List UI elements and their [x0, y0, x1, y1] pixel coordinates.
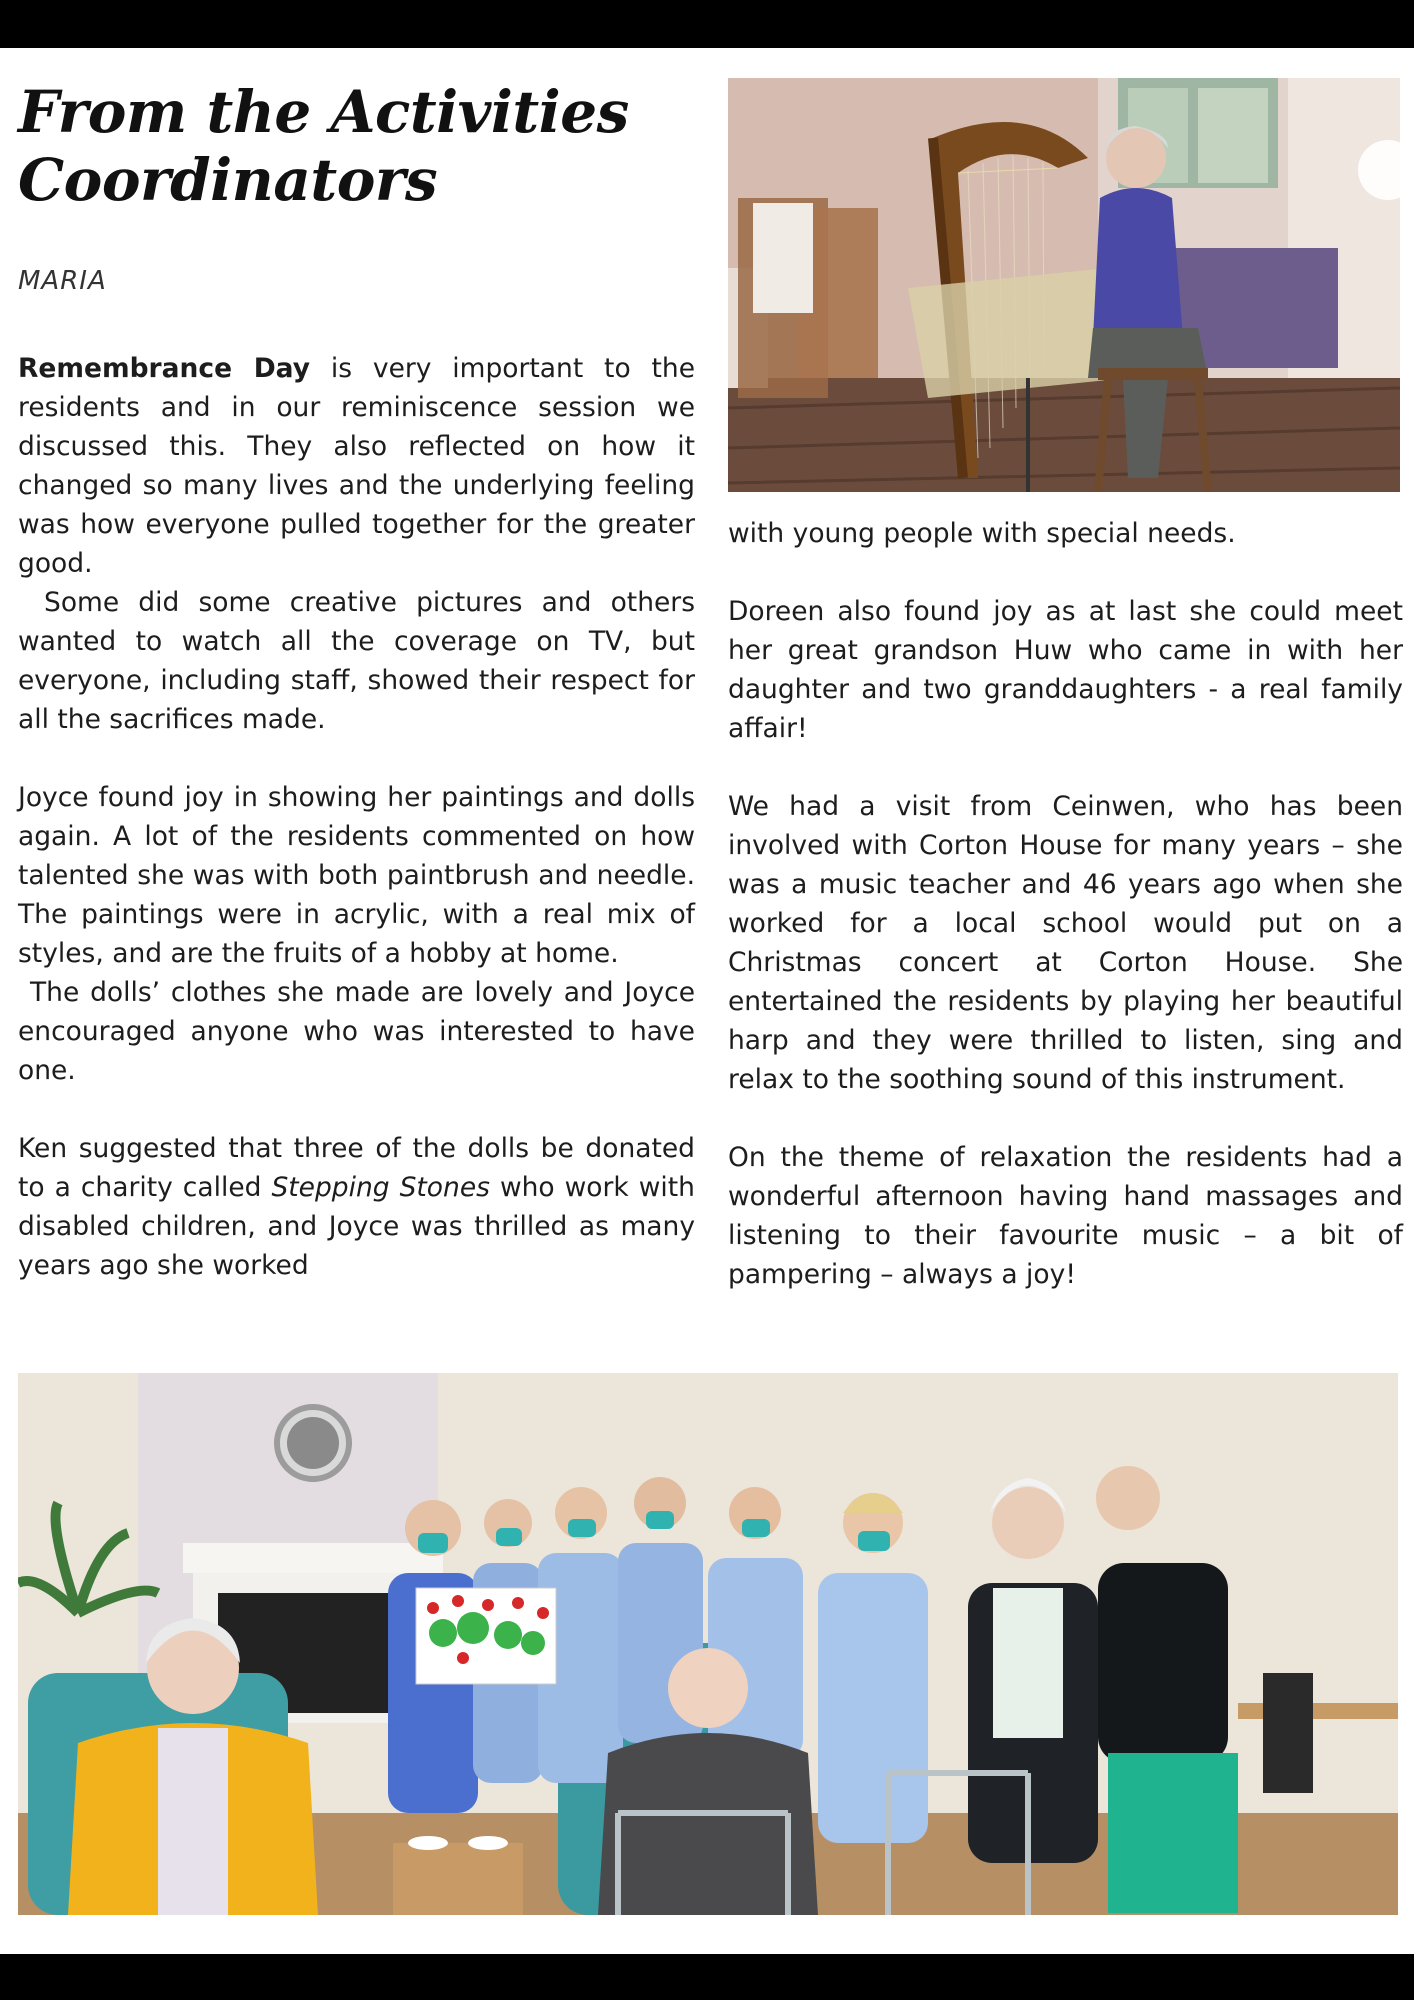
- paragraph-ken: Ken suggested that three of the dolls be donated to a charity called Stepping Stones who work with disabled children, and Joyce was thrilled as many years ago she worked: [18, 1133, 695, 1281]
- group-photo-illustration: [18, 1373, 1398, 1915]
- charity-name: Stepping Stones: [271, 1172, 490, 1203]
- left-column: [18, 349, 695, 1285]
- page-title: From the Activities Coordinators: [18, 78, 629, 214]
- top-bar: [0, 0, 1414, 48]
- paragraph-creative: Some did some creative pictures and others wanted to watch all the coverage on TV, but everyone, including staff, showed their respect for all the sacrifices made.: [18, 587, 695, 735]
- paragraph-special-needs: with young people with special needs.: [728, 518, 1236, 549]
- group-photo: [18, 1373, 1398, 1915]
- paragraph-remembrance: Remembrance Day is very important to the residents and in our reminiscence session we discussed this. They also reflected on how it changed so many lives and the underlying feeling was how everyone pulled together for the greater good.: [18, 353, 695, 579]
- author-name: MARIA: [18, 266, 107, 296]
- paragraph-dolls: The dolls’ clothes she made are lovely and Joyce encouraged anyone who was interested to have one.: [18, 977, 695, 1086]
- paragraph-joyce: Joyce found joy in showing her paintings and dolls again. A lot of the residents commented on how talented she was with both paintbrush and needle. The paintings were in acrylic, with a real mix of styles, and are the fruits of a hobby at home.: [18, 782, 695, 969]
- paragraph-relaxation: On the theme of relaxation the residents had a wonderful afternoon having hand massages and listening to their favourite music – a bit of pampering – always a joy!: [728, 1142, 1403, 1290]
- remembrance-day-label: Remembrance Day: [18, 353, 311, 384]
- harp-photo: [728, 78, 1400, 492]
- right-column: [728, 514, 1403, 1294]
- harp-photo-illustration: [728, 78, 1400, 492]
- paragraph-doreen: Doreen also found joy as at last she could meet her great grandson Huw who came in with her daughter and two granddaughters - a real family affair!: [728, 596, 1403, 744]
- paragraph-ceinwen: We had a visit from Ceinwen, who has been involved with Corton House for many years – she was a music teacher and 46 years ago when she worked for a local school would put on a Christmas concert at Corton House. She entertained the residents by playing her beautiful harp and they were thrilled to listen, sing and relax to the soothing sound of this instrument.: [728, 791, 1403, 1095]
- bottom-bar: [0, 1954, 1414, 2000]
